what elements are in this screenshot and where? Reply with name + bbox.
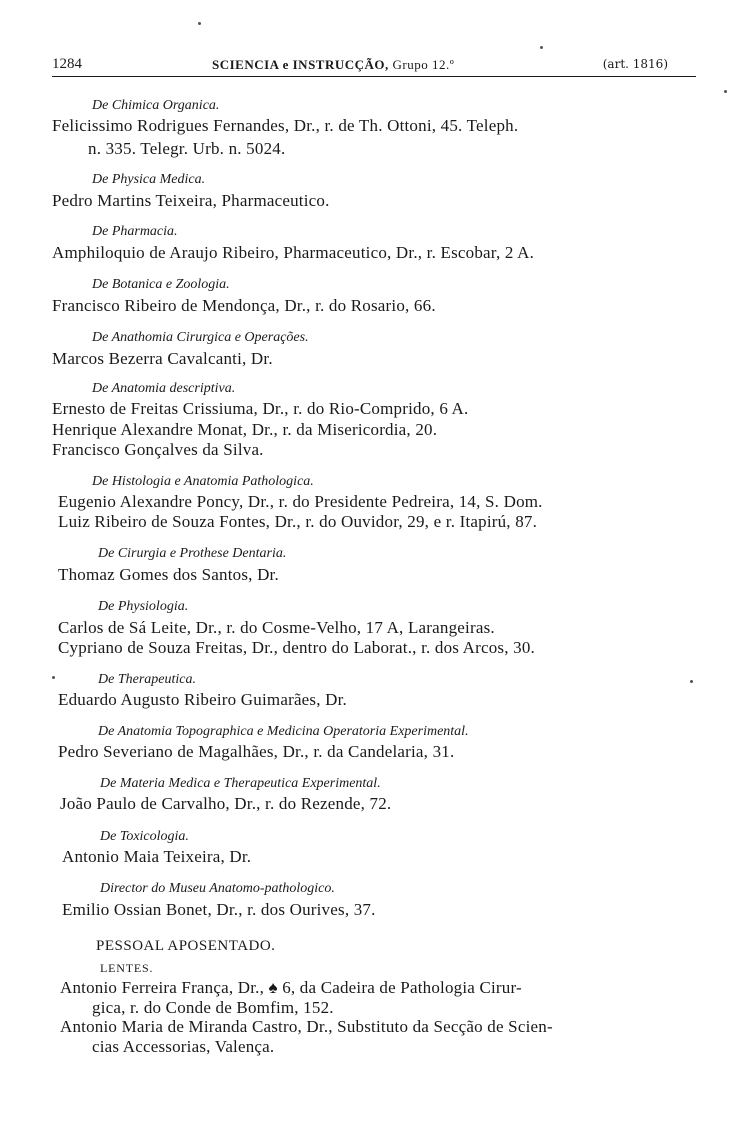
section-heading: De Anatomia descriptiva.	[92, 381, 236, 396]
entry-line: Antonio Maia Teixeira, Dr.	[62, 847, 252, 866]
entry-line: Thomaz Gomes dos Santos, Dr.	[58, 565, 279, 584]
entry-line: Cypriano de Souza Freitas, Dr., dentro do Laborat., r. dos Arcos, 30.	[58, 638, 535, 657]
running-title-text: SCIENCIA e INSTRUCÇÃO,	[212, 57, 389, 72]
entry-line: Emilio Ossian Bonet, Dr., r. dos Ourives, 37.	[62, 900, 376, 919]
section-heading: Director do Museu Anatomo-pathologico.	[100, 881, 335, 896]
entry-line: Pedro Martins Teixeira, Pharmaceutico.	[52, 191, 330, 210]
entry-line: Francisco Gonçalves da Silva.	[52, 440, 264, 459]
page-number: 1284	[52, 56, 82, 72]
page-header	[52, 56, 696, 77]
entry-line: Antonio Ferreira França, Dr., ♠ 6, da Cadeira de Pathologia Cirur-	[60, 978, 522, 997]
entry-line: Marcos Bezerra Cavalcanti, Dr.	[52, 349, 273, 368]
scan-speck	[540, 46, 543, 49]
entry-line: Felicissimo Rodrigues Fernandes, Dr., r. de Th. Ottoni, 45. Teleph.	[52, 116, 519, 135]
entry-line: cias Accessorias, Valença.	[92, 1037, 275, 1056]
entry-line: Eugenio Alexandre Poncy, Dr., r. do Presidente Pedreira, 14, S. Dom.	[58, 492, 543, 511]
entry-line: Pedro Severiano de Magalhães, Dr., r. da Candelaria, 31.	[58, 742, 455, 761]
section-heading: De Toxicologia.	[100, 829, 189, 844]
running-title-group: Grupo 12.º	[392, 57, 455, 72]
section-heading: De Botanica e Zoologia.	[92, 277, 230, 292]
entry-line: Carlos de Sá Leite, Dr., r. do Cosme-Velho, 17 A, Larangeiras.	[58, 618, 495, 637]
section-heading: De Anathomia Cirurgica e Operações.	[92, 330, 309, 345]
section-heading: De Materia Medica e Therapeutica Experimental.	[100, 776, 381, 791]
entry-line: Antonio Maria de Miranda Castro, Dr., Substituto da Secção de Scien-	[60, 1017, 553, 1036]
scan-speck	[52, 676, 55, 679]
scan-speck	[198, 22, 201, 25]
scan-speck	[724, 90, 727, 93]
entry-line: Ernesto de Freitas Crissiuma, Dr., r. do Rio-Comprido, 6 A.	[52, 399, 469, 418]
section-heading: De Physiologia.	[98, 599, 189, 614]
retired-heading: PESSOAL APOSENTADO.	[96, 938, 276, 954]
entry-line: gica, r. do Conde de Bomfim, 152.	[92, 998, 334, 1017]
entry-line: Eduardo Augusto Ribeiro Guimarães, Dr.	[58, 690, 347, 709]
entry-line: Amphiloquio de Araujo Ribeiro, Pharmaceutico, Dr., r. Escobar, 2 A.	[52, 243, 535, 262]
section-heading: De Anatomia Topographica e Medicina Operatoria Experimental.	[98, 724, 469, 739]
running-title	[212, 57, 454, 73]
entry-line: Henrique Alexandre Monat, Dr., r. da Misericordia, 20.	[52, 420, 438, 439]
entry-line: n. 335. Telegr. Urb. n. 5024.	[88, 139, 286, 158]
section-heading: De Cirurgia e Prothese Dentaria.	[98, 546, 287, 561]
section-heading: De Physica Medica.	[92, 172, 206, 187]
scan-speck	[690, 680, 693, 683]
entry-line: Francisco Ribeiro de Mendonça, Dr., r. do Rosario, 66.	[52, 296, 436, 315]
section-heading: De Pharmacia.	[92, 224, 178, 239]
entry-line: João Paulo de Carvalho, Dr., r. do Rezende, 72.	[60, 794, 392, 813]
section-heading: De Therapeutica.	[98, 672, 196, 687]
section-heading: De Histologia e Anatomia Pathologica.	[92, 474, 314, 489]
article-reference: (art. 1816)	[602, 57, 668, 71]
section-heading: De Chimica Organica.	[92, 98, 220, 113]
entry-line: Luiz Ribeiro de Souza Fontes, Dr., r. do Ouvidor, 29, e r. Itapirú, 87.	[58, 512, 538, 531]
retired-subheading: LENTES.	[100, 961, 154, 975]
